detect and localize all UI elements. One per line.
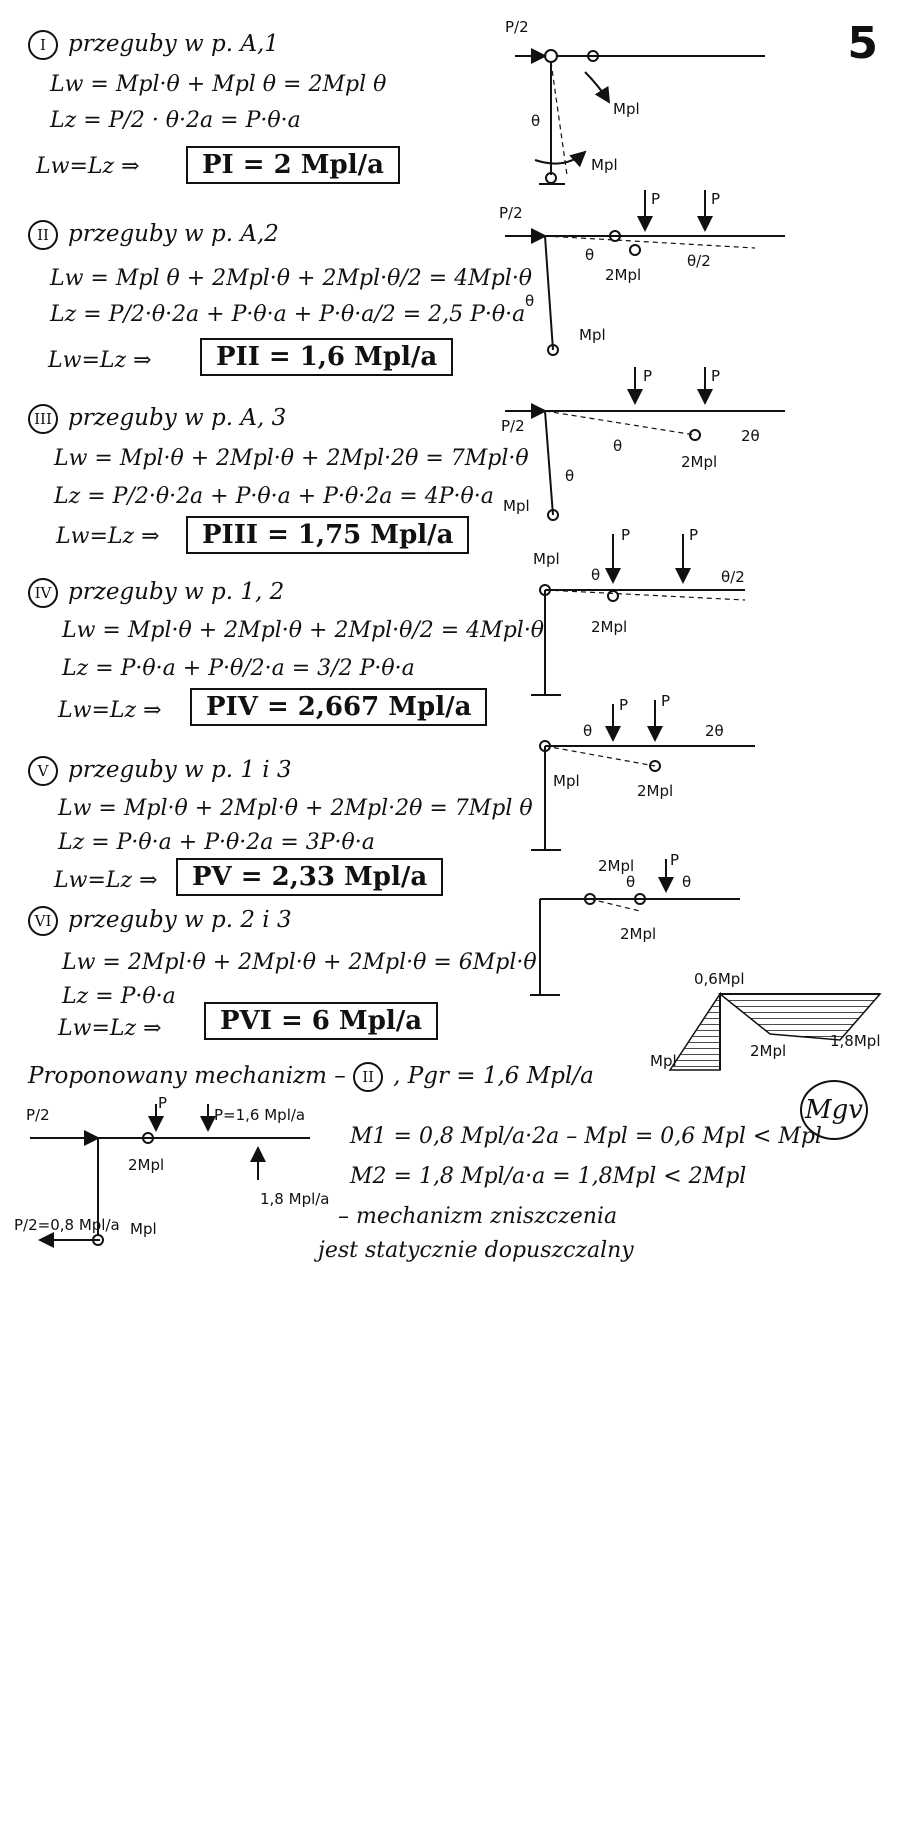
section-4-equal: Lw=Lz ⇒	[58, 698, 162, 723]
mechanism-3-sketch	[495, 365, 795, 525]
section-3-heading-text: przeguby w p. A, 3	[68, 405, 287, 431]
check-conclusion-1: – mechanizm zniszczenia	[338, 1204, 618, 1229]
section-5-heading-text: przeguby w p. 1 i 3	[68, 757, 292, 783]
fig2-p-half: P/2	[499, 204, 523, 222]
section-3-numeral: III	[28, 404, 58, 434]
section-2-heading	[28, 220, 279, 250]
prop-p16: P=1,6 Mpl/a	[214, 1106, 306, 1124]
fig5-p2: P	[661, 692, 671, 710]
fig1-mpl-top: Mpl	[613, 100, 640, 118]
fig3-p1: P	[643, 367, 653, 385]
check-conclusion-2: jest statycznie dopuszczalny	[318, 1238, 634, 1263]
fig3-theta: θ	[613, 437, 623, 455]
fig6-2mpl-bottom: 2Mpl	[620, 925, 657, 943]
section-2-heading-text: przeguby w p. A,2	[68, 221, 279, 247]
fig4-theta-half: θ/2	[721, 568, 745, 586]
mgv-label: Mgv	[800, 1080, 868, 1140]
section-5-numeral: V	[28, 756, 58, 786]
section-4-heading-text: przeguby w p. 1, 2	[68, 579, 285, 605]
section-1-heading-text: przeguby w p. A,1	[68, 31, 279, 57]
moment-diagram	[650, 970, 900, 1080]
fig4-p2: P	[689, 526, 699, 544]
section-4-lz: Lz = P·θ·a + P·θ/2·a = 3/2 P·θ·a	[62, 656, 415, 681]
fig3-2theta: 2θ	[741, 427, 760, 445]
fig2-2mpl: 2Mpl	[605, 266, 642, 284]
fig3-theta-col: θ	[565, 467, 575, 485]
check-m2: M2 = 1,8 Mpl/a·a = 1,8Mpl < 2Mpl	[350, 1164, 747, 1189]
section-1-result: PI = 2 Mpl/a	[186, 146, 400, 184]
proposed-label: Proponowany mechanizm –	[28, 1063, 346, 1089]
fig3-2mpl: 2Mpl	[681, 453, 718, 471]
fig6-theta-right: θ	[682, 873, 692, 891]
page-number: 5	[847, 18, 878, 69]
section-2-lz: Lz = P/2·θ·2a + P·θ·a + P·θ·a/2 = 2,5 P·θ·a	[50, 302, 526, 327]
section-1-equal: Lw=Lz ⇒	[36, 154, 140, 179]
diagram-label-2mpl: 2Mpl	[750, 1042, 787, 1060]
section-2-result: PII = 1,6 Mpl/a	[200, 338, 453, 376]
section-5-heading	[28, 756, 292, 786]
mechanism-2-sketch	[495, 190, 795, 355]
fig4-theta: θ	[591, 566, 601, 584]
proposed-numeral: II	[353, 1062, 383, 1092]
fig6-theta: θ	[626, 873, 636, 891]
section-6-heading	[28, 906, 292, 936]
fig2-mpl: Mpl	[579, 326, 606, 344]
prop-p: P	[158, 1094, 168, 1112]
section-3-result: PIII = 1,75 Mpl/a	[186, 516, 469, 554]
section-3-equal: Lw=Lz ⇒	[56, 524, 160, 549]
section-5-lz: Lz = P·θ·a + P·θ·2a = 3P·θ·a	[58, 830, 375, 855]
section-4-numeral: IV	[28, 578, 58, 608]
section-4-heading	[28, 578, 284, 608]
section-2-equal: Lw=Lz ⇒	[48, 348, 152, 373]
check-m1: M1 = 0,8 Mpl/a·2a – Mpl = 0,6 Mpl < Mpl	[350, 1124, 822, 1149]
diagram-label-18: 1,8Mpl	[830, 1032, 881, 1050]
section-1-lw: Lw = Mpl·θ + Mpl θ = 2Mpl θ	[50, 72, 387, 97]
section-3-lz: Lz = P/2·θ·2a + P·θ·a + P·θ·2a = 4P·θ·a	[54, 484, 494, 509]
fig5-mpl: Mpl	[553, 772, 580, 790]
mechanism-1-sketch	[495, 10, 795, 185]
fig2-p2: P	[711, 190, 721, 208]
fig1-theta: θ	[531, 112, 541, 130]
diagram-label-06: 0,6Mpl	[694, 970, 745, 988]
fig4-mpl: Mpl	[533, 550, 560, 568]
proposed-line	[28, 1062, 594, 1092]
proposed-pgr: , Pgr = 1,6 Mpl/a	[393, 1063, 594, 1089]
fig1-p-half: P/2	[505, 18, 529, 36]
mechanism-5-sketch	[525, 692, 785, 865]
fig6-2mpl-top: 2Mpl	[598, 857, 635, 875]
prop-r08: P/2=0,8 Mpl/a	[14, 1216, 120, 1234]
section-6-heading-text: przeguby w p. 2 i 3	[68, 907, 292, 933]
proposed-mechanism-sketch	[10, 1094, 330, 1260]
fig5-2theta: 2θ	[705, 722, 724, 740]
section-2-numeral: II	[28, 220, 58, 250]
mechanism-4-sketch	[525, 526, 785, 705]
fig2-theta-col: θ	[525, 292, 535, 310]
prop-2mpl: 2Mpl	[128, 1156, 165, 1174]
section-6-lw: Lw = 2Mpl·θ + 2Mpl·θ + 2Mpl·θ = 6Mpl·θ	[62, 950, 537, 975]
fig2-theta: θ	[585, 246, 595, 264]
fig6-p: P	[670, 851, 680, 869]
section-5-result: PV = 2,33 Mpl/a	[176, 858, 443, 896]
fig5-p1: P	[619, 696, 629, 714]
section-1-lz: Lz = P/2 · θ·2a = P·θ·a	[50, 108, 301, 133]
fig5-theta: θ	[583, 722, 593, 740]
section-6-numeral: VI	[28, 906, 58, 936]
fig3-p2: P	[711, 367, 721, 385]
section-4-lw: Lw = Mpl·θ + 2Mpl·θ + 2Mpl·θ/2 = 4Mpl·θ	[62, 618, 545, 643]
fig5-2mpl: 2Mpl	[637, 782, 674, 800]
section-2-lw: Lw = Mpl θ + 2Mpl·θ + 2Mpl·θ/2 = 4Mpl·θ	[50, 266, 533, 291]
prop-p-half: P/2	[26, 1106, 50, 1124]
section-6-result: PVI = 6 Mpl/a	[204, 1002, 438, 1040]
prop-r18: 1,8 Mpl/a	[260, 1190, 330, 1208]
section-6-equal: Lw=Lz ⇒	[58, 1016, 162, 1041]
section-5-lw: Lw = Mpl·θ + 2Mpl·θ + 2Mpl·2θ = 7Mpl θ	[58, 796, 533, 821]
prop-mpl: Mpl	[130, 1220, 157, 1238]
diagram-label-mpl: Mpl	[650, 1052, 677, 1070]
section-1-heading	[28, 30, 279, 60]
section-5-equal: Lw=Lz ⇒	[54, 868, 158, 893]
fig3-mpl: Mpl	[503, 497, 530, 515]
fig3-p-half: P/2	[501, 417, 525, 435]
fig4-p1: P	[621, 526, 631, 544]
fig2-theta-half: θ/2	[687, 252, 711, 270]
fig2-p1: P	[651, 190, 661, 208]
section-3-heading	[28, 404, 286, 434]
section-1-numeral: I	[28, 30, 58, 60]
fig4-2mpl: 2Mpl	[591, 618, 628, 636]
section-4-result: PIV = 2,667 Mpl/a	[190, 688, 487, 726]
fig1-mpl-bottom: Mpl	[591, 156, 618, 174]
section-6-lz: Lz = P·θ·a	[62, 984, 176, 1009]
section-3-lw: Lw = Mpl·θ + 2Mpl·θ + 2Mpl·2θ = 7Mpl·θ	[54, 446, 529, 471]
